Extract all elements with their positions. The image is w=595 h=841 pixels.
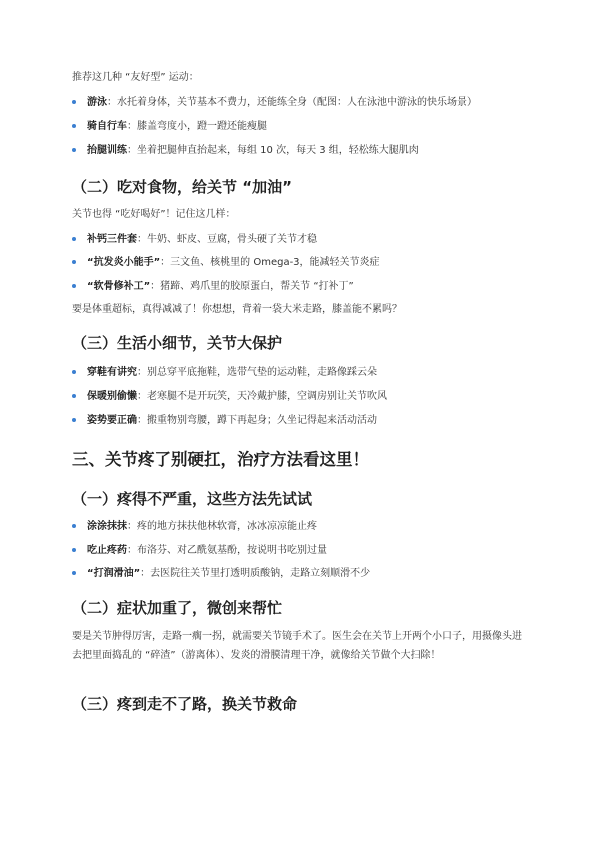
list-item-label: “抗发炎小能手” (87, 257, 161, 268)
list-item-text: ：布洛芬、对乙酰氨基酚，按说明书吃别过量 (127, 545, 327, 556)
bullet-dot (72, 548, 76, 552)
list-item-label: 骑自行车 (87, 121, 127, 132)
bullet-dot (72, 148, 76, 152)
section-heading: （二）症状加重了，微创来帮忙 (72, 599, 283, 617)
bullet-dot (72, 237, 76, 241)
list-item-text: ：牛奶、虾皮、豆腐，骨头硬了关节才稳 (137, 234, 317, 245)
list-item-label: 涂涂抹抹 (87, 521, 127, 532)
list-item-label: “软骨修补工” (87, 281, 151, 292)
list-item-text: ：去医院往关节里打透明质酸钠，走路立刻顺滑不少 (140, 568, 371, 579)
list-item-label: 抬腿训练 (87, 145, 127, 156)
list-item-text: ：疼的地方抹扶他林软膏，冰冰凉凉能止疼 (127, 521, 317, 532)
list-item-text: ：坐着把腿伸直抬起来，每组 10 次，每天 3 组，轻松练大腿肌肉 (127, 145, 419, 156)
list-item-label: 保暖别偷懒 (87, 391, 137, 402)
list-item-text: ：老寒腿不是开玩笑，天冷戴护膝，空调房别让关节吹风 (137, 391, 387, 402)
section-heading: （一）疼得不严重，这些方法先试试 (72, 490, 313, 508)
section-heading: （三）生活小细节，关节大保护 (72, 334, 283, 352)
bullet-dot (72, 394, 76, 398)
bullet-dot (72, 571, 76, 575)
bullet-dot (72, 370, 76, 374)
list-item-text: ：膝盖弯度小，蹬一蹬还能瘦腿 (127, 121, 267, 132)
list-item-label: 姿势要正确 (87, 415, 137, 426)
list-item-label: 穿鞋有讲究 (87, 367, 137, 378)
bullet-dot (72, 418, 76, 422)
bullet-dot (72, 260, 76, 264)
bullet-dot (72, 100, 76, 104)
section-heading: （二）吃对食物，给关节 “加油” (72, 178, 292, 196)
chapter-heading: 三、关节疼了别硬扛，治疗方法看这里！ (72, 450, 369, 469)
list-item-label: 补钙三件套 (87, 234, 137, 245)
paragraph: 关节也得 “吃好喝好”！记住这几样： (72, 209, 236, 220)
list-item-text: ：水托着身体，关节基本不费力，还能练全身（配图：人在泳池中游泳的快乐场景） (107, 97, 477, 108)
bullet-dot (72, 284, 76, 288)
list-item-text: ：别总穿平底拖鞋，选带气垫的运动鞋，走路像踩云朵 (137, 367, 377, 378)
list-item-text: ：猪蹄、鸡爪里的胶原蛋白，帮关节 “打补丁” (150, 281, 354, 292)
intro-paragraph: 推荐这几种 “友好型” 运动： (72, 72, 199, 83)
list-item-label: “打润滑油” (87, 568, 141, 579)
list-item-text: ：搬重物别弯腰，蹲下再起身；久坐记得起来活动活动 (137, 415, 377, 426)
list-item-label: 游泳 (87, 97, 107, 108)
section-heading: （三）疼到走不了路，换关节救命 (72, 695, 298, 713)
bullet-dot (72, 524, 76, 528)
paragraph: 要是体重超标，真得减减了！你想想，背着一袋大米走路，膝盖能不累吗？ (72, 304, 402, 315)
bullet-dot (72, 124, 76, 128)
list-item-label: 吃止疼药 (87, 545, 127, 556)
paragraph: 要是关节肿得厉害，走路一瘸一拐，就需要关节镜手术了。医生会在关节上开两个小口子，用摄像头进去把里面捣乱的 “碎渣”（游离体）、发炎的滑膜清理干净，就像给关节做个大扫除！ (72, 631, 522, 661)
list-item-text: ：三文鱼、核桃里的 Omega-3，能减轻关节炎症 (160, 257, 380, 268)
